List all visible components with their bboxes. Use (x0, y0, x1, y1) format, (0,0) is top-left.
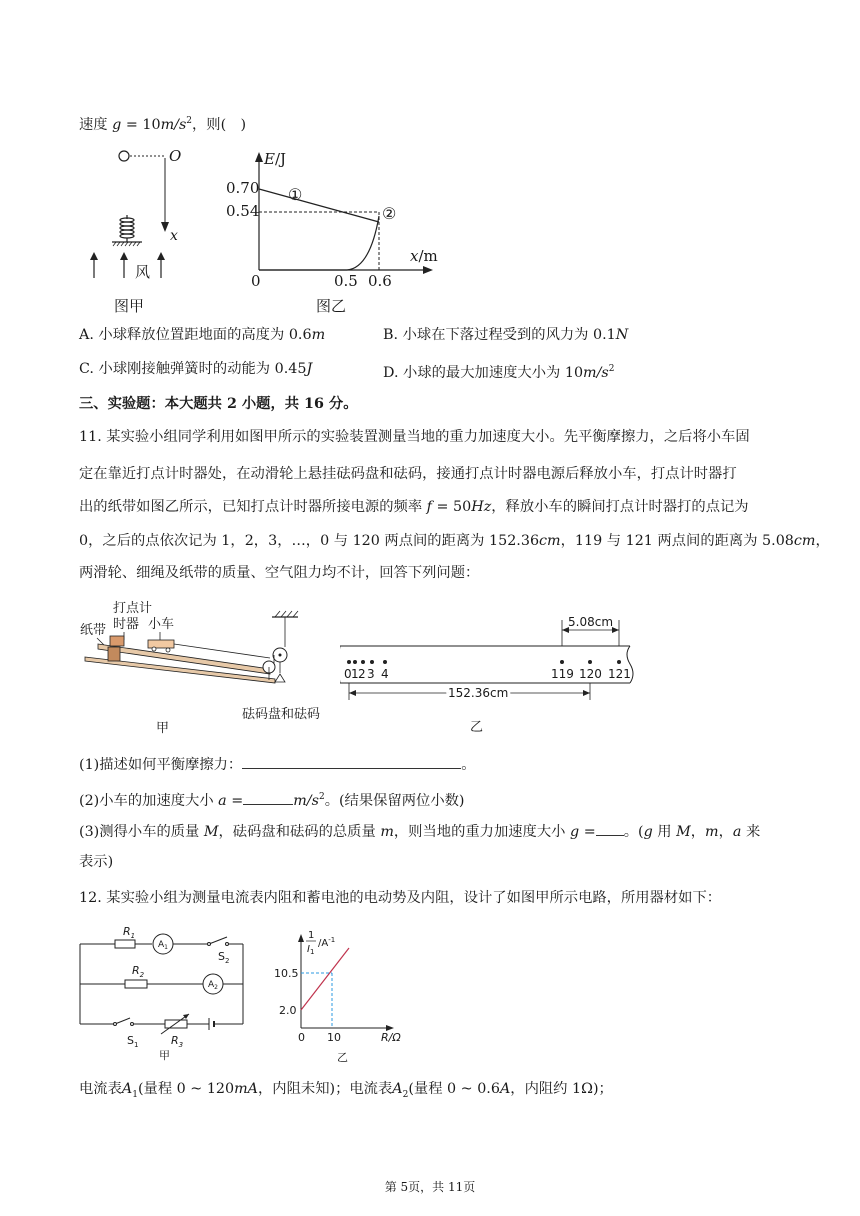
y-label-unit: $/A^{-1}$ (318, 936, 336, 949)
y-tick: 0.54 (226, 202, 260, 220)
q11-line-1: 11. 某实验小组同学利用如图甲所示的实验装置测量当地的重力加速度大小。先平衡摩擦力，之后将小车固 (79, 429, 750, 445)
r2-label: $R_2$ (132, 964, 145, 979)
weights-icon (275, 674, 285, 682)
section-heading: 三、实验题：本大题共 2 小题，共 16 分。 (79, 396, 358, 412)
fit-line (301, 948, 349, 1010)
arrow-up-icon (120, 252, 128, 260)
svg-text:121: 121 (608, 667, 631, 681)
svg-text:0: 0 (344, 667, 352, 681)
svg-text:3: 3 (367, 667, 375, 681)
question-10-tail: 速度 $g = 10m/s^2$，则( ) (79, 116, 247, 133)
answer-blank[interactable] (243, 790, 293, 805)
x-tick: 0 (251, 272, 261, 290)
q12-line-1: 12. 某实验小组为测量电流表内阻和蓄电池的电动势及内阻，设计了如图甲所示电路，所用器材如下： (79, 890, 722, 906)
svg-text:4: 4 (381, 667, 389, 681)
car-icon (148, 640, 174, 648)
figure-paper-tape (340, 606, 640, 736)
wind-label: 风 (135, 263, 151, 281)
figure-caption: 甲 (159, 1049, 170, 1062)
option-b: B. 小球在下落过程受到的风力为 0.1N (383, 327, 629, 343)
ammeter-a2-icon: $A_2$ (208, 980, 218, 991)
tape-label: 纸带 (80, 623, 107, 638)
figure-caption: 图乙 (316, 297, 347, 315)
q11-line-3: 出的纸带如图乙所示，已知打点计时器所接电源的频率 f = 50Hz，释放小车的瞬间打点计时器打的点记为 (79, 499, 749, 515)
q11-part-3-cont: 表示) (79, 854, 114, 870)
figure-energy-graph (222, 148, 452, 318)
figure-circuit (75, 922, 255, 1062)
s1-label: $S_1$ (127, 1034, 139, 1049)
y-label-den: $I_1$ (307, 944, 315, 956)
svg-text:1: 1 (351, 667, 359, 681)
svg-text:119: 119 (551, 667, 574, 681)
spring-icon (120, 215, 134, 242)
svg-text:120: 120 (579, 667, 602, 681)
timer-label: 打点计 (113, 601, 153, 616)
figure-ball-spring (80, 142, 190, 317)
distance-label-bottom: 152.36cm (448, 686, 509, 700)
option-d: D. 小球的最大加速度大小为 $10m/s^2$ (383, 364, 615, 381)
ball-icon (119, 151, 129, 161)
y-axis-label: E/J (264, 150, 287, 168)
s2-label: $S_2$ (218, 950, 230, 965)
option-c: C. 小球刚接触弹簧时的动能为 0.45J (79, 361, 313, 377)
arrow-down-icon (161, 222, 169, 232)
figure-caption: 图甲 (114, 297, 145, 315)
curve-2-label: ② (382, 204, 397, 223)
svg-text:2: 2 (358, 667, 366, 681)
q12-line-2: 电流表$A_1$(量程 0 ~ 120mA，内阻未知)；电流表$A_2$(量程 0 ~ 0.6A，内阻约 1Ω)； (79, 1081, 613, 1100)
curve-1-label: ① (288, 185, 303, 204)
x-tick: 0.5 (334, 272, 358, 290)
tape-dots (347, 660, 621, 664)
option-a: A. 小球释放位置距地面的高度为 0.6m (79, 327, 326, 343)
y-label-num: 1 (308, 930, 315, 941)
x-axis-label: R/Ω (381, 1031, 401, 1044)
axis-x-label: x (170, 228, 178, 244)
origin-label: O (169, 147, 182, 165)
timer-label: 时器 (113, 617, 140, 632)
curve-2 (259, 216, 379, 270)
arrow-up-icon (157, 252, 165, 260)
x-tick: 0.6 (368, 272, 392, 290)
q11-part-1: (1)描述如何平衡摩擦力： 。 (79, 754, 476, 775)
r1-label: $R_1$ (123, 925, 136, 940)
y-tick: 0.70 (226, 179, 260, 197)
wedge-block (108, 647, 120, 661)
ammeter-a1-icon: $A_1$ (158, 940, 168, 951)
q11-line-5: 两滑轮、细绳及纸带的质量、空气阻力均不计，回答下列问题： (79, 565, 480, 581)
q11-line-4: 0，之后的点依次记为 1，2，3，…，0 与 120 两点间的距离为 152.36cm，119 与 121 两点间的距离为 5.08cm， (79, 533, 830, 549)
curve-1 (259, 189, 379, 222)
answer-blank[interactable] (596, 821, 624, 836)
figure-apparatus (80, 597, 330, 737)
timer-icon (110, 636, 124, 646)
figure-caption: 甲 (156, 721, 170, 736)
arrow-up-icon (90, 252, 98, 260)
answer-blank[interactable] (242, 754, 461, 769)
x-tick: 0 (298, 1031, 305, 1044)
figure-linear-graph (270, 926, 410, 1066)
r3-label: $R_3$ (171, 1034, 184, 1049)
q11-part-2: (2)小车的加速度大小 $a = m/s^2$。(结果保留两位小数) (79, 787, 465, 811)
weights-label: 砝码盘和砝码 (242, 707, 321, 722)
y-tick: 2.0 (279, 1004, 297, 1017)
figure-caption: 乙 (470, 720, 484, 735)
figure-caption: 乙 (337, 1051, 348, 1064)
q11-part-3: (3)测得小车的质量 M，砝码盘和砝码的总质量 m，则当地的重力加速度大小 g = 。(g 用 M，m，a 来 (79, 821, 760, 842)
q11-line-2: 定在靠近打点计时器处，在动滑轮上悬挂砝码盘和砝码，接通打点计时器电源后释放小车，打点计时器打 (79, 466, 737, 482)
x-tick: 10 (327, 1031, 341, 1044)
wind-arrows (94, 258, 161, 278)
x-axis-label: x/m (410, 247, 438, 265)
y-tick: 10.5 (274, 967, 299, 980)
car-label: 小车 (148, 617, 175, 632)
distance-label-top: 5.08cm (568, 615, 614, 629)
page-footer: 第 5页，共 11页 (384, 1180, 476, 1194)
